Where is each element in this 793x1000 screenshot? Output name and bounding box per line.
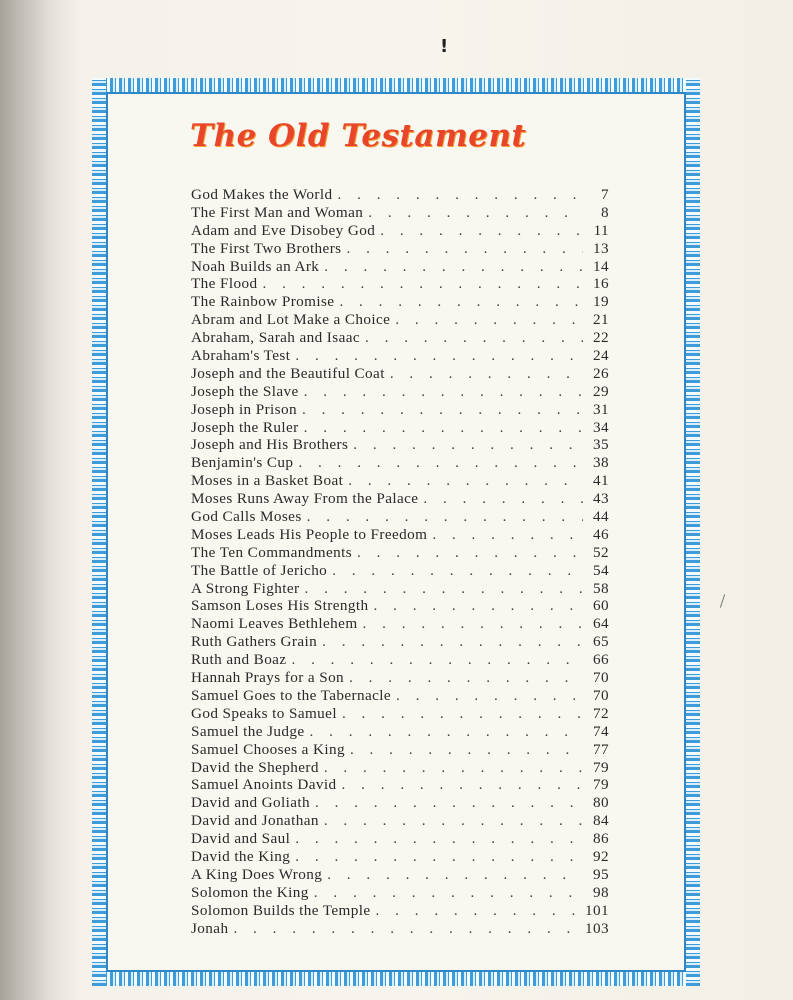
toc-entry-title: Abram and Lot Make a Choice xyxy=(191,311,391,329)
toc-entry-page: 86 xyxy=(593,830,609,848)
toc-entry xyxy=(191,580,609,598)
decorative-border-top xyxy=(92,78,700,92)
toc-entry-title: Joseph in Prison xyxy=(191,400,297,418)
toc-entry-page: 65 xyxy=(593,633,609,651)
toc-entry-page: 16 xyxy=(593,275,609,293)
dot-leader xyxy=(345,741,583,759)
toc-entry xyxy=(191,436,609,454)
dot-leader xyxy=(427,526,583,544)
toc-entry-title: The First Man and Woman xyxy=(191,203,364,221)
toc-entry-page: 74 xyxy=(593,722,609,740)
book-gutter xyxy=(0,0,80,1000)
toc-entry xyxy=(191,258,609,276)
toc-entry-page: 14 xyxy=(593,257,609,275)
toc-entry-page: 58 xyxy=(593,579,609,597)
dot-leader xyxy=(319,258,583,276)
dot-leader xyxy=(299,383,583,401)
toc-entry xyxy=(191,633,609,651)
toc-entry xyxy=(191,186,609,204)
toc-entry-page: 72 xyxy=(593,704,609,722)
toc-entry xyxy=(191,544,609,562)
toc-entry-title: Hannah Prays for a Son xyxy=(191,669,345,687)
toc-entry-page: 43 xyxy=(593,490,609,508)
toc-entry xyxy=(191,526,609,544)
dot-leader xyxy=(333,186,584,204)
toc-entry-page: 95 xyxy=(593,865,609,883)
toc-entry-page: 52 xyxy=(593,543,609,561)
dot-leader xyxy=(337,776,583,794)
toc-entry xyxy=(191,920,609,938)
dot-leader xyxy=(297,401,583,419)
toc-entry-title: Benjamin's Cup xyxy=(191,454,294,472)
dot-leader xyxy=(327,562,583,580)
toc-entry-title: A Strong Fighter xyxy=(191,579,300,597)
toc-entry-title: David and Saul xyxy=(191,830,291,848)
dot-leader xyxy=(319,759,583,777)
toc-entry-title: David the Shepherd xyxy=(191,758,319,776)
dot-leader xyxy=(322,866,583,884)
toc-entry xyxy=(191,293,609,311)
toc-entry-page: 11 xyxy=(593,221,609,239)
toc-entry xyxy=(191,669,609,687)
toc-entry-page: 8 xyxy=(601,203,609,221)
toc-entry xyxy=(191,776,609,794)
ink-mark: ! xyxy=(440,36,449,57)
toc-entry-page: 79 xyxy=(593,776,609,794)
dot-leader xyxy=(293,454,583,472)
toc-entry-page: 31 xyxy=(593,400,609,418)
toc-entry-title: David and Jonathan xyxy=(191,812,319,830)
toc-entry-page: 54 xyxy=(593,561,609,579)
dot-leader xyxy=(344,669,583,687)
toc-entry-page: 84 xyxy=(593,812,609,830)
toc-entry-title: The Rainbow Promise xyxy=(191,293,335,311)
dot-leader xyxy=(309,884,583,902)
toc-entry-page: 77 xyxy=(593,740,609,758)
dot-leader xyxy=(310,794,583,812)
toc-entry-title: The Flood xyxy=(191,275,258,293)
toc-entry-title: Joseph the Slave xyxy=(191,382,299,400)
decorative-border-left xyxy=(92,78,106,986)
toc-entry-title: Jonah xyxy=(191,919,229,937)
toc-entry-page: 29 xyxy=(593,382,609,400)
toc-entry xyxy=(191,884,609,902)
dot-leader xyxy=(302,508,583,526)
dot-leader xyxy=(390,311,583,329)
dot-leader xyxy=(290,347,583,365)
toc-entry xyxy=(191,866,609,884)
dot-leader xyxy=(369,597,584,615)
toc-entry-title: Joseph and His Brothers xyxy=(191,436,349,454)
toc-entry-title: Ruth Gathers Grain xyxy=(191,633,318,651)
toc-entry-page: 60 xyxy=(593,597,609,615)
toc-entry-title: The Ten Commandments xyxy=(191,543,353,561)
dot-leader xyxy=(375,222,583,240)
toc-entry xyxy=(191,562,609,580)
toc-entry-page: 7 xyxy=(601,186,609,203)
toc-entry xyxy=(191,275,609,293)
toc-entry xyxy=(191,472,609,490)
dot-leader xyxy=(257,275,583,293)
toc-entry xyxy=(191,597,609,615)
toc-entry-title: Samuel Anoints David xyxy=(191,776,337,794)
toc-entry-page: 70 xyxy=(593,669,609,687)
toc-entry-title: David the King xyxy=(191,847,291,865)
toc-entry xyxy=(191,419,609,437)
toc-entry-page: 13 xyxy=(593,239,609,257)
toc-entry-title: The Battle of Jericho xyxy=(191,561,328,579)
dot-leader xyxy=(343,472,583,490)
toc-entry-page: 21 xyxy=(593,311,609,329)
toc-entry-page: 64 xyxy=(593,615,609,633)
toc-entry xyxy=(191,204,609,222)
toc-entry xyxy=(191,830,609,848)
toc-entry-page: 35 xyxy=(593,436,609,454)
toc-entry-title: Solomon the King xyxy=(191,883,309,901)
toc-entry-title: God Speaks to Samuel xyxy=(191,704,337,722)
toc-entry-title: Joseph and the Beautiful Coat xyxy=(191,364,385,382)
toc-entry-title: Joseph the Ruler xyxy=(191,418,299,436)
toc-entry xyxy=(191,490,609,508)
dot-leader xyxy=(290,848,583,866)
page-title: The Old Testament xyxy=(190,118,527,154)
toc-entry xyxy=(191,383,609,401)
toc-entry-page: 79 xyxy=(593,758,609,776)
toc-entry-title: The First Two Brothers xyxy=(191,239,342,257)
dot-leader xyxy=(348,436,583,454)
toc-entry-title: Samuel Chooses a King xyxy=(191,740,345,758)
toc-entry-title: God Makes the World xyxy=(191,186,333,203)
toc-entry-page: 19 xyxy=(593,293,609,311)
toc-entry xyxy=(191,311,609,329)
toc-entry-title: Abraham's Test xyxy=(191,347,291,365)
toc-entry-title: Ruth and Boaz xyxy=(191,651,287,669)
dot-leader xyxy=(363,204,583,222)
toc-entry-title: Samuel the Judge xyxy=(191,722,305,740)
toc-entry-title: Solomon Builds the Temple xyxy=(191,901,371,919)
toc-entry-page: 24 xyxy=(593,347,609,365)
toc-entry-page: 92 xyxy=(593,847,609,865)
dot-leader xyxy=(228,920,583,938)
toc-entry xyxy=(191,508,609,526)
toc-entry xyxy=(191,759,609,777)
dot-leader xyxy=(299,419,583,437)
dot-leader xyxy=(337,705,583,723)
dot-leader xyxy=(286,651,583,669)
dot-leader xyxy=(305,723,583,741)
dot-leader xyxy=(418,490,583,508)
toc-entry-title: Samuel Goes to the Tabernacle xyxy=(191,686,392,704)
toc-entry xyxy=(191,651,609,669)
dot-leader xyxy=(371,902,583,920)
toc-entry xyxy=(191,329,609,347)
toc-entry xyxy=(191,222,609,240)
toc-entry-title: Moses Runs Away From the Palace xyxy=(191,490,419,508)
toc-entry-page: 38 xyxy=(593,454,609,472)
toc-entry-page: 44 xyxy=(593,508,609,526)
toc-entry-title: David and Goliath xyxy=(191,794,310,812)
toc-entry xyxy=(191,705,609,723)
toc-entry-title: Naomi Leaves Bethlehem xyxy=(191,615,358,633)
toc-entry-title: Adam and Eve Disobey God xyxy=(191,221,376,239)
toc-entry-title: God Calls Moses xyxy=(191,508,302,526)
toc-entry xyxy=(191,687,609,705)
toc-entry xyxy=(191,615,609,633)
toc-entry-page: 101 xyxy=(585,901,609,919)
toc-entry-page: 80 xyxy=(593,794,609,812)
toc-entry xyxy=(191,723,609,741)
decorative-border-right xyxy=(686,78,700,986)
toc-entry-title: A King Does Wrong xyxy=(191,865,323,883)
toc-entry xyxy=(191,812,609,830)
toc-entry xyxy=(191,848,609,866)
dot-leader xyxy=(290,830,583,848)
toc-entry-page: 41 xyxy=(593,472,609,490)
toc-entry xyxy=(191,240,609,258)
toc-entry xyxy=(191,741,609,759)
toc-entry-page: 103 xyxy=(585,919,609,937)
dot-leader xyxy=(360,329,583,347)
toc-entry-title: Moses Leads His People to Freedom xyxy=(191,525,428,543)
dot-leader xyxy=(300,580,584,598)
toc-entry xyxy=(191,347,609,365)
dot-leader xyxy=(391,687,583,705)
toc-entry-title: Abraham, Sarah and Isaac xyxy=(191,329,360,347)
toc-entry-page: 70 xyxy=(593,686,609,704)
dot-leader xyxy=(352,544,583,562)
toc-entry-page: 26 xyxy=(593,364,609,382)
dot-leader xyxy=(319,812,583,830)
toc-entry xyxy=(191,902,609,920)
dot-leader xyxy=(385,365,583,383)
dot-leader xyxy=(334,293,583,311)
toc-entry-page: 46 xyxy=(593,525,609,543)
dot-leader xyxy=(341,240,583,258)
dot-leader xyxy=(317,633,583,651)
toc-entry-page: 66 xyxy=(593,651,609,669)
toc-entry-page: 22 xyxy=(593,329,609,347)
toc-entry xyxy=(191,401,609,419)
toc-entry-title: Samson Loses His Strength xyxy=(191,597,369,615)
toc-entry xyxy=(191,365,609,383)
dot-leader xyxy=(358,615,583,633)
toc-entry xyxy=(191,794,609,812)
table-of-contents xyxy=(191,186,609,937)
toc-entry xyxy=(191,454,609,472)
toc-entry-title: Moses in a Basket Boat xyxy=(191,472,344,490)
decorative-border-bottom xyxy=(92,972,700,986)
toc-entry-page: 98 xyxy=(593,883,609,901)
toc-entry-page: 34 xyxy=(593,418,609,436)
toc-entry-title: Noah Builds an Ark xyxy=(191,257,320,275)
